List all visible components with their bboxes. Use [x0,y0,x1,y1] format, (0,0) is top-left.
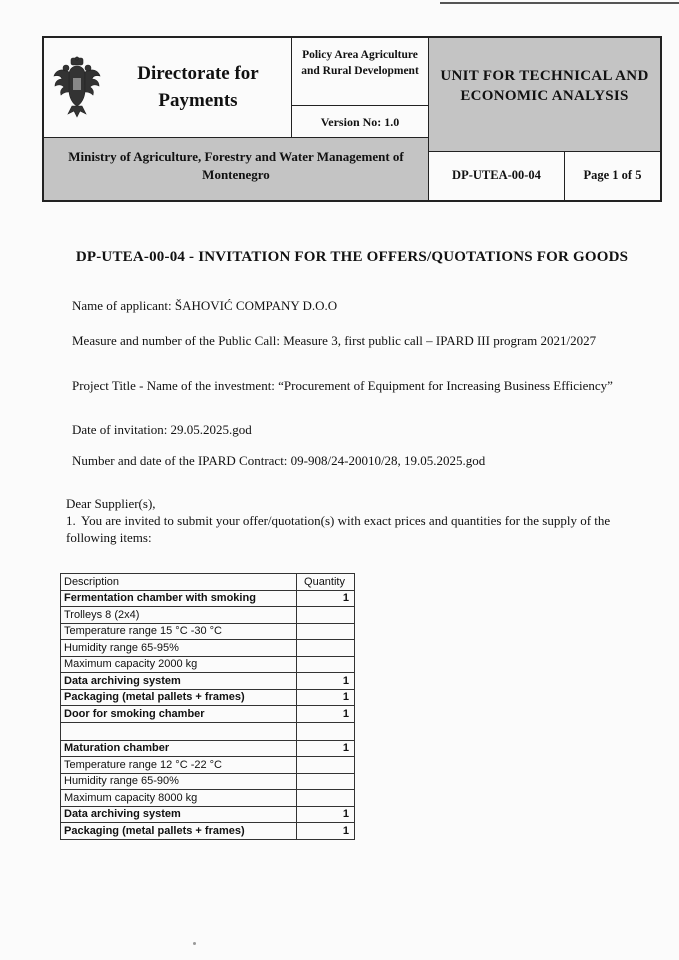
item-description: Temperature range 12 °C -22 °C [61,757,297,774]
item-quantity: 1 [297,673,355,690]
item-description: Humidity range 65-90% [61,773,297,790]
version-text: Version No: 1.0 [320,115,400,129]
item-quantity [297,623,355,640]
item-quantity: 1 [297,689,355,706]
ministry-text: Ministry of Agriculture, Forestry and Water Management of Montenegro [68,149,404,182]
item-description: Fermentation chamber with smoking [61,590,297,607]
table-header-row [61,574,355,591]
item-description [61,722,297,740]
item-description: Maximum capacity 8000 kg [61,790,297,807]
item-description: Trolleys 8 (2x4) [61,607,297,624]
description-header: Description [61,574,297,591]
version-cell [292,106,429,138]
items-table [60,573,355,840]
table-row [61,740,355,757]
item-quantity: 1 [297,590,355,607]
item-quantity: 1 [297,823,355,840]
item-quantity [297,656,355,673]
item-description: Packaging (metal pallets + frames) [61,689,297,706]
document-title: DP-UTEA-00-04 - INVITATION FOR THE OFFERS/QUOTATIONS FOR GOODS [75,249,629,265]
list-item-text: You are invited to submit your offer/quotation(s) with exact prices and quantities for the supply of the following items: [66,513,611,545]
table-row [61,806,355,823]
applicant-field: Name of applicant: ŠAHOVIĆ COMPANY D.O.O [72,298,338,313]
item-quantity: 1 [297,806,355,823]
item-quantity: 1 [297,740,355,757]
directorate-title: Directorate for Payments [137,63,259,111]
item-description: Packaging (metal pallets + frames) [61,823,297,840]
item-description: Data archiving system [61,806,297,823]
item-description: Data archiving system [61,673,297,690]
invitation-date-field: Date of invitation: 29.05.2025.god [72,422,252,437]
item-quantity [297,640,355,657]
table-row [61,640,355,657]
unit-text: UNIT FOR TECHNICAL AND ECONOMIC ANALYSIS [440,68,649,104]
table-row [61,623,355,640]
item-quantity [297,722,355,740]
table-row [61,757,355,774]
list-item-1 [66,512,636,546]
item-description: Humidity range 65-95% [61,640,297,657]
policy-area-text: Policy Area Agriculture and Rural Development [301,49,419,77]
document-code-cell [429,152,565,200]
item-quantity: 1 [297,706,355,723]
directorate-cell [44,38,292,138]
quantity-header: Quantity [297,574,355,591]
project-title-field: Project Title - Name of the investment: “Procurement of Equipment for Increasing Business Efficiency” [72,378,613,393]
table-row [61,790,355,807]
page-number: Page 1 of 5 [583,168,642,182]
public-call-field: Measure and number of the Public Call: Measure 3, first public call – IPARD III program 2021/2027 [72,333,597,348]
table-row [61,722,355,740]
table-row [61,689,355,706]
table-row [61,706,355,723]
contract-field: Number and date of the IPARD Contract: 09-908/24-20010/28, 19.05.2025.god [72,453,486,468]
ministry-cell [44,138,429,200]
coat-of-arms-icon [52,56,102,118]
item-description: Maturation chamber [61,740,297,757]
greeting: Dear Supplier(s), [66,496,156,511]
item-description: Door for smoking chamber [61,706,297,723]
item-quantity [297,773,355,790]
list-item-number: 1. [66,513,76,528]
item-description: Maximum capacity 2000 kg [61,656,297,673]
table-row [61,773,355,790]
item-quantity [297,757,355,774]
top-edge-line [440,2,679,4]
policy-area-cell [292,38,429,106]
scan-speck [193,942,196,945]
document-header [42,36,662,202]
unit-cell [429,38,660,152]
table-row [61,607,355,624]
table-row [61,590,355,607]
table-row [61,656,355,673]
item-description: Temperature range 15 °C -30 °C [61,623,297,640]
table-row [61,673,355,690]
item-quantity [297,607,355,624]
table-row [61,823,355,840]
page-number-cell [565,152,660,200]
item-quantity [297,790,355,807]
document-code: DP-UTEA-00-04 [452,168,541,182]
